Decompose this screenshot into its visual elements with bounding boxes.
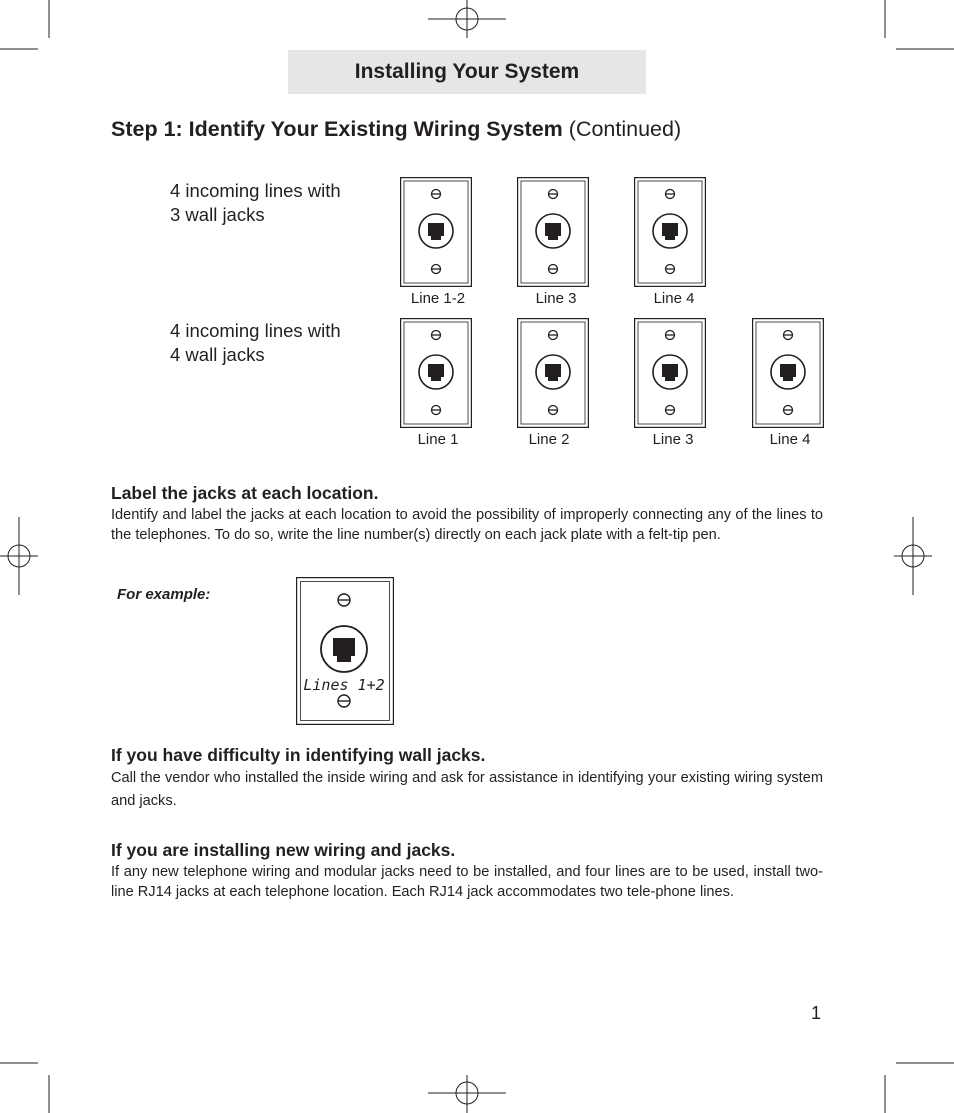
screw-icon — [432, 265, 441, 274]
wall-jack-plate-row2-4 — [752, 318, 824, 428]
wall-jack-plate-row2-3 — [634, 318, 706, 428]
jack-label: Line 3 — [652, 431, 694, 448]
screw-icon — [549, 331, 558, 340]
wall-jack-plate-row2-1 — [400, 318, 472, 428]
difficulty-section-body: Call the vendor who installed the inside wiring and ask for assistance in identifying your existing wiring system and jacks. — [111, 770, 823, 809]
header-banner — [288, 50, 646, 94]
screw-icon — [338, 594, 350, 606]
screw-icon — [432, 190, 441, 199]
row-2-label-line2: 4 wall jacks — [170, 344, 265, 365]
wall-jack-plate-row2-2 — [517, 318, 589, 428]
screw-icon — [666, 190, 675, 199]
row-1-label-line2: 3 wall jacks — [170, 204, 265, 225]
screw-icon — [784, 331, 793, 340]
label-section-body: Identify and label the jacks at each location to avoid the possibility of improperly connecting any of the lines to the telephones. To do so, write the line number(s) directly on each jack plate with a felt-tip pen. — [111, 507, 823, 543]
screw-icon — [549, 190, 558, 199]
screw-icon — [549, 265, 558, 274]
wall-jack-plate-row1-1 — [400, 177, 472, 287]
page-number: 1 — [811, 1003, 822, 1023]
example-label: For example: — [117, 586, 211, 603]
screw-icon — [338, 695, 350, 707]
jack-label: Line 2 — [528, 431, 570, 448]
row-1-label — [170, 179, 341, 227]
handwritten-label-text: Lines 1+2 — [303, 676, 385, 694]
new-wiring-section-title: If you are installing new wiring and jacks. — [111, 840, 456, 860]
jack-label: Line 3 — [535, 290, 577, 307]
label-section-title: Label the jacks at each location. — [111, 483, 379, 503]
registration-mark-right — [894, 517, 932, 595]
registration-mark-left — [0, 517, 38, 595]
step-continued: (Continued) — [568, 117, 682, 141]
row-2-label-line1: 4 incoming lines with — [170, 320, 341, 341]
row-1-label-line1: 4 incoming lines with — [170, 180, 341, 201]
header-title: Installing Your System — [354, 60, 580, 83]
registration-mark-top — [428, 0, 506, 38]
screw-icon — [432, 331, 441, 340]
wall-jack-plate-row1-2 — [517, 177, 589, 287]
new-wiring-section-body: If any new telephone wiring and modular jacks need to be installed, and four lines are to be used, install two-line RJ14 jacks at each telephone location. Each RJ14 jack accommodates two tele-phone lines. — [111, 864, 823, 900]
handwritten-label — [303, 676, 384, 694]
screw-icon — [666, 265, 675, 274]
screw-icon — [784, 406, 793, 415]
row-2-label — [170, 319, 341, 367]
difficulty-section-title: If you have difficulty in identifying wall jacks. — [111, 745, 486, 765]
example-wall-jack-plate — [296, 577, 394, 725]
jack-label: Line 1 — [417, 431, 459, 448]
screw-icon — [666, 331, 675, 340]
screw-icon — [666, 406, 675, 415]
step-title: Step 1: Identify Your Existing Wiring System — [111, 117, 563, 141]
jack-label: Line 4 — [653, 290, 695, 307]
registration-mark-bottom — [428, 1075, 506, 1113]
jack-label: Line 1-2 — [410, 290, 466, 307]
screw-icon — [549, 406, 558, 415]
jack-label: Line 4 — [769, 431, 811, 448]
screw-icon — [432, 406, 441, 415]
wall-jack-plate-row1-3 — [634, 177, 706, 287]
step-heading — [111, 117, 681, 142]
